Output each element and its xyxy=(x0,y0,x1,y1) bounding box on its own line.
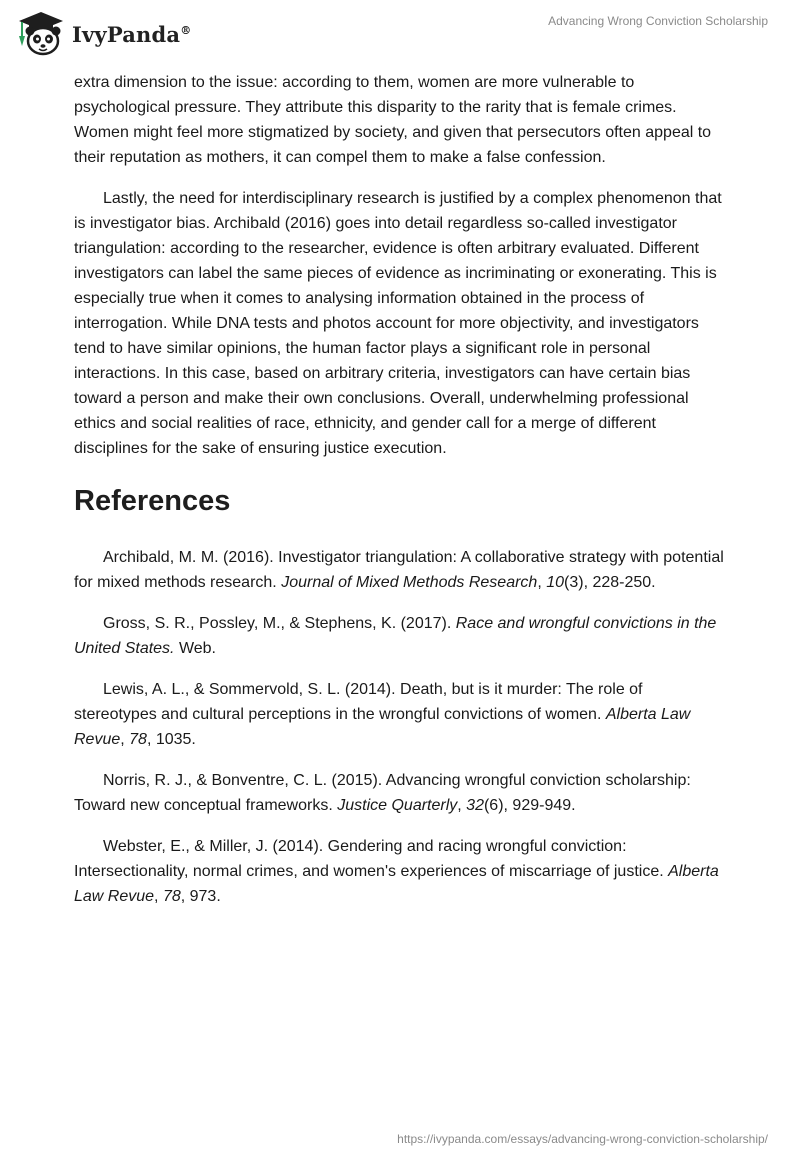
document-title: Advancing Wrong Conviction Scholarship xyxy=(548,14,768,28)
essay-content xyxy=(74,70,726,925)
reference-item: Gross, S. R., Possley, M., & Stephens, K. (2017). Race and wrongful convictions in the United States. Web. xyxy=(74,615,717,657)
brand-logo[interactable] xyxy=(16,10,191,56)
body-paragraph: extra dimension to the issue: according to them, women are more vulnerable to psychological pressure. They attribute this disparity to the rarity that is female crimes. Women might feel more stigmatized by society, and given that persecutors often appeal to their reputation as mothers, it can compel them to make a false confession. xyxy=(74,74,712,166)
panda-graduate-icon xyxy=(16,10,66,56)
reference-item: Lewis, A. L., & Sommervold, S. L. (2014). Death, but is it murder: The role of stereotypes and cultural perceptions in the wrongful convictions of women. Alberta Law Revue, 78, 1035. xyxy=(74,681,691,748)
reference-item: Norris, R. J., & Bonventre, C. L. (2015). Advancing wrongful conviction scholarship: Toward new conceptual frameworks. Justice Quarterly, 32(6), 929-949. xyxy=(74,772,691,814)
source-url-link[interactable]: https://ivypanda.com/essays/advancing-wrong-conviction-scholarship/ xyxy=(397,1132,768,1146)
body-paragraph: Lastly, the need for interdisciplinary research is justified by a complex phenomenon that is investigator bias. Archibald (2016) goes into detail regardless so-called investigator triangulation: according to the researcher, evidence is often arbitrary evaluated. Different investigators can label the same pieces of evidence as incriminating or exonerating. This is especially true when it comes to analysing information obtained in the process of interrogation. While DNA tests and photos account for more objectivity, and investigators tend to have similar opinions, the human factor plays a significant role in personal interactions. In this case, based on arbitrary criteria, investigators can have certain bias toward a person and make their own conclusions. Overall, underwhelming professional ethics and social realities of race, ethnicity, and gender call for a merge of different disciplines for the sake of ensuring justice execution. xyxy=(74,190,722,457)
brand-name: IvyPanda® xyxy=(72,21,192,47)
reference-item: Webster, E., & Miller, J. (2014). Gendering and racing wrongful conviction: Intersectionality, normal crimes, and women's experiences of miscarriage of justice. Alberta Law Revue, 78, 973. xyxy=(74,838,719,905)
references-heading: References xyxy=(74,485,231,517)
reference-item: Archibald, M. M. (2016). Investigator triangulation: A collaborative strategy with potential for mixed methods research. Journal of Mixed Methods Research, 10(3), 228-250. xyxy=(74,549,724,591)
